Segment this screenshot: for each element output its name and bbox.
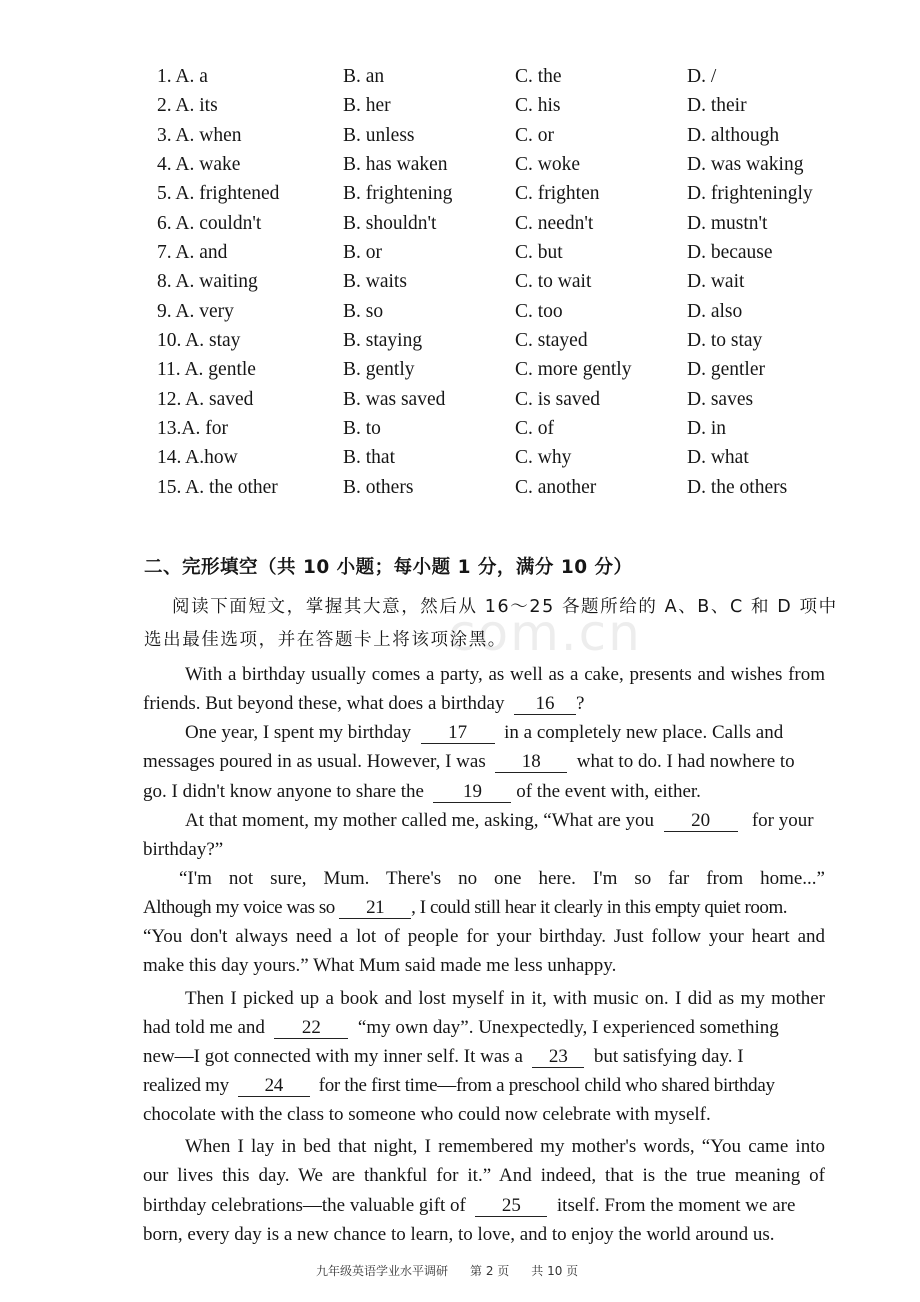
cloze-passage (143, 660, 825, 1249)
passage-line (143, 777, 825, 806)
option-row-5 (155, 179, 855, 208)
option-a: 7. A. and (157, 242, 228, 264)
option-c: C. another (515, 476, 597, 498)
option-b: B. was saved (343, 388, 446, 410)
option-a: 2. A. its (157, 95, 218, 117)
option-c: C. is saved (515, 388, 601, 410)
option-a: 12. A. saved (157, 388, 254, 410)
option-b: B. unless (343, 124, 415, 146)
option-b: B. to (343, 418, 381, 440)
page-footer (316, 1262, 600, 1279)
passage-text: but satisfying day. I (593, 1045, 744, 1067)
option-a: 1. A. a (157, 66, 208, 87)
option-row-14 (155, 443, 855, 472)
passage-line (143, 1191, 825, 1220)
blank-20: 20 (664, 811, 738, 832)
passage-text: messages poured in as usual. However, I was (143, 751, 486, 773)
option-c: C. to wait (515, 271, 592, 293)
option-d: D. mustn't (687, 212, 768, 234)
instruction-line-1: 阅读下面短文，掌握其大意，然后从 16～25 各题所给的 A、B、C 和 D 项中 (172, 597, 838, 617)
blank-17: 17 (421, 723, 495, 744)
passage-line (143, 893, 825, 922)
blank-19: 19 (433, 782, 511, 803)
passage-text: ? (575, 693, 585, 715)
passage-line: “You don't always need a lot of people for your birthday. Just follow your heart and (143, 926, 825, 948)
option-c: C. too (515, 300, 563, 322)
option-a: 6. A. couldn't (157, 212, 262, 234)
option-b: B. staying (343, 330, 423, 352)
passage-line: When I lay in bed that night, I remembered my mother's words, “You came into (185, 1136, 825, 1158)
option-d: D. in (687, 418, 726, 440)
option-d: D. what (687, 447, 749, 469)
option-d: D. wait (687, 271, 745, 293)
passage-line (143, 1071, 825, 1100)
option-row-3 (155, 121, 855, 150)
blank-18: 18 (495, 752, 567, 773)
option-c: C. but (515, 242, 563, 264)
passage-text: for your (751, 809, 814, 831)
option-row-11 (155, 355, 855, 384)
option-row-12 (155, 385, 855, 414)
option-c: C. or (515, 124, 554, 146)
option-d: D. gentler (687, 359, 765, 381)
instruction-line-2: 选出最佳选项，并在答题卡上将该项涂黑。 (144, 630, 507, 650)
passage-text: One year, I spent my birthday (185, 722, 412, 744)
passage-text: what to do. I had nowhere to (576, 751, 795, 773)
passage-text: At that moment, my mother called me, asking, “What are you (185, 809, 655, 831)
blank-25: 25 (475, 1196, 547, 1217)
option-d: D. frighteningly (687, 183, 813, 205)
option-a: 11. A. gentle (157, 359, 256, 381)
passage-text: new—I got connected with my inner self. It was a (143, 1045, 523, 1067)
option-row-7 (155, 238, 855, 267)
blank-21: 21 (339, 898, 411, 919)
option-a: 9. A. very (157, 300, 234, 322)
passage-text: Although my voice was so (143, 897, 335, 919)
option-d: D. although (687, 124, 780, 146)
passage-line (143, 747, 825, 776)
option-d: D. the others (687, 476, 788, 498)
section-title: 二、完形填空（共 10 小题；每小题 1 分，满分 10 分） (144, 557, 633, 578)
option-b: B. that (343, 447, 395, 469)
option-a: 4. A. wake (157, 154, 241, 176)
passage-text: friends. But beyond these, what does a birthday (143, 693, 505, 715)
passage-line (143, 718, 825, 747)
option-row-2 (155, 91, 855, 120)
passage-text: “my own day”. Unexpectedly, I experienced something (357, 1016, 779, 1038)
option-a: 15. A. the other (157, 476, 278, 498)
option-a: 3. A. when (157, 124, 242, 146)
passage-text: in a completely new place. Calls and (504, 722, 784, 744)
option-c: C. of (515, 418, 554, 440)
passage-text: of the event with, either. (516, 780, 701, 802)
option-a: 10. A. stay (157, 330, 241, 352)
option-a: 14. A.how (157, 447, 238, 469)
option-d: D. to stay (687, 330, 763, 352)
passage-line: our lives this day. We are thankful for it.” And indeed, that is the true meaning of (143, 1165, 825, 1187)
option-c: C. frighten (515, 183, 600, 205)
option-b: B. others (343, 476, 414, 498)
passage-text: realized my (143, 1074, 229, 1096)
passage-line: chocolate with the class to someone who could now celebrate with myself. (143, 1104, 711, 1126)
option-b: B. frightening (343, 183, 453, 205)
passage-line: born, every day is a new chance to learn, to love, and to enjoy the world around us. (143, 1223, 775, 1245)
passage-text: go. I didn't know anyone to share the (143, 780, 424, 802)
passage-line: With a birthday usually comes a party, as well as a cake, presents and wishes from (185, 664, 825, 685)
option-d: D. was waking (687, 154, 804, 176)
passage-line: make this day yours.” What Mum said made me less unhappy. (143, 955, 617, 977)
option-a: 8. A. waiting (157, 271, 258, 293)
option-c: C. woke (515, 154, 580, 176)
blank-22: 22 (274, 1018, 348, 1039)
option-row-4 (155, 150, 855, 179)
passage-line (143, 1042, 825, 1071)
passage-line: Then I picked up a book and lost myself in it, with music on. I did as my mother (185, 987, 825, 1009)
option-a: 5. A. frightened (157, 183, 280, 205)
option-c: C. why (515, 447, 572, 469)
option-row-10 (155, 326, 855, 355)
option-row-6 (155, 209, 855, 238)
passage-line: “I'm not sure, Mum. There's no one here. I'm so far from home...” (179, 867, 825, 889)
option-c: C. stayed (515, 330, 588, 352)
option-d: D. also (687, 300, 743, 322)
option-b: B. an (343, 66, 385, 87)
passage-line: birthday?” (143, 838, 224, 860)
option-a: 13.A. for (157, 418, 228, 440)
option-d: D. / (687, 66, 717, 87)
option-d: D. because (687, 242, 773, 264)
passage-text: birthday celebrations—the valuable gift of (143, 1194, 466, 1216)
passage-line (143, 806, 825, 835)
passage-line (143, 689, 825, 718)
footer-total-pages: 共 10 页 (531, 1264, 579, 1278)
footer-page-number: 第 2 页 (470, 1264, 510, 1278)
blank-23: 23 (532, 1047, 584, 1068)
passage-text: for the first time—from a preschool child who shared birthday (318, 1074, 775, 1096)
option-b: B. gently (343, 359, 415, 381)
option-b: B. shouldn't (343, 212, 437, 234)
watermark: com.cn (448, 604, 642, 662)
blank-16: 16 (514, 694, 576, 715)
option-b: B. has waken (343, 154, 448, 176)
option-c: C. needn't (515, 212, 594, 234)
option-row-13 (155, 414, 855, 443)
option-c: C. more gently (515, 359, 632, 381)
passage-text: had told me and (143, 1016, 265, 1038)
option-row-15 (155, 473, 855, 502)
option-b: B. so (343, 300, 384, 322)
option-d: D. their (687, 95, 747, 117)
option-c: C. the (515, 66, 562, 87)
footer-exam-name: 九年级英语学业水平调研 (316, 1264, 449, 1278)
passage-text: , I could still hear it clearly in this empty quiet room. (411, 897, 788, 919)
option-row-8 (155, 267, 855, 296)
blank-24: 24 (238, 1076, 310, 1097)
passage-line (143, 1013, 825, 1042)
option-d: D. saves (687, 388, 754, 410)
passage-text: itself. From the moment we are (556, 1194, 796, 1216)
option-row-9 (155, 297, 855, 326)
option-c: C. his (515, 95, 561, 117)
option-b: B. her (343, 95, 391, 117)
option-b: B. waits (343, 271, 407, 293)
option-b: B. or (343, 242, 382, 264)
options-table (155, 62, 855, 502)
option-row-1 (155, 62, 855, 91)
